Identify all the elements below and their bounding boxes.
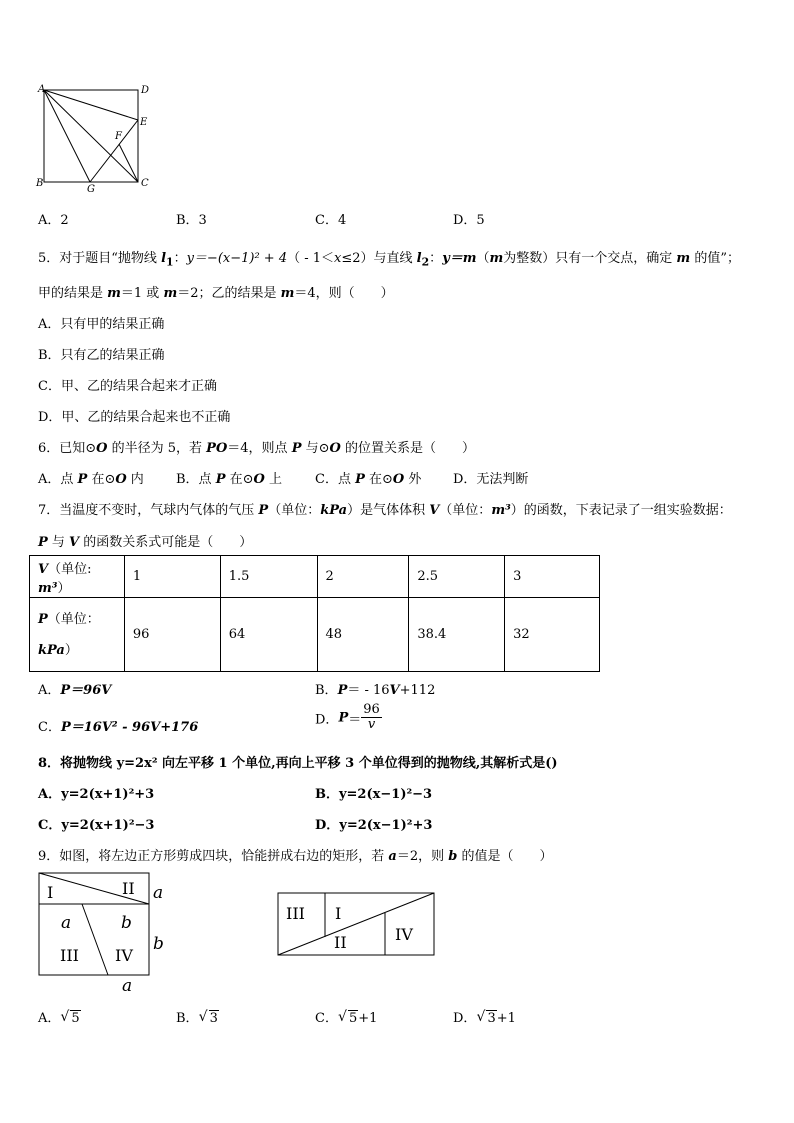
- side-label-b: b: [153, 934, 164, 954]
- label-e: E: [140, 117, 148, 128]
- q5-option-a[interactable]: A．只有甲的结果正确: [38, 317, 165, 332]
- label-d: D: [141, 85, 150, 96]
- table-header-v: V（单位: m³）: [30, 556, 125, 598]
- q4-option-d[interactable]: D．5: [453, 213, 485, 228]
- rect-piece-ii: II: [334, 933, 347, 952]
- q7-option-b[interactable]: B．P＝ - 16V+112: [315, 683, 436, 698]
- rect-piece-i: I: [335, 904, 342, 923]
- line-ag: [44, 90, 90, 182]
- table-row: [30, 556, 600, 598]
- label-g: G: [87, 184, 95, 195]
- q8-option-d[interactable]: D．y=2(x−1)²+3: [315, 818, 433, 833]
- q7-stem-line2: P 与 V 的函数关系式可能是（ ）: [38, 535, 253, 550]
- slanted-cut: [82, 904, 108, 975]
- side-label-a: a: [153, 883, 164, 903]
- q6-option-a[interactable]: A．点 P 在⊙O 内: [38, 472, 144, 487]
- q8-stem: 8．将抛物线 y=2x² 向左平移 1 个单位,再向上平移 3 个单位得到的抛物线,其解析式是(): [38, 756, 558, 771]
- table-cell: 38.4: [409, 598, 505, 672]
- sqrt-symbol: √ 3: [476, 1009, 496, 1026]
- cut-square-figure: [36, 870, 176, 998]
- label-f: F: [115, 131, 122, 142]
- q5-option-b[interactable]: B．只有乙的结果正确: [38, 348, 165, 363]
- q7-option-a[interactable]: A．P＝96V: [38, 683, 112, 698]
- q9-stem: 9．如图，将左边正方形剪成四块，恰能拼成右边的矩形，若 a＝2，则 b 的值是（ ）: [38, 849, 553, 864]
- square-figure: [30, 80, 160, 195]
- table-row: [30, 598, 600, 672]
- q6-stem: 6．已知⊙O 的半径为 5，若 PO＝4，则点 P 与⊙O 的位置关系是（ ）: [38, 441, 475, 456]
- sqrt-symbol: √ 3: [198, 1009, 218, 1026]
- rect-piece-iv: IV: [395, 925, 413, 944]
- q9-option-b[interactable]: B． √ 3: [176, 1009, 218, 1026]
- q8-option-a[interactable]: A．y=2(x+1)²+3: [38, 787, 155, 802]
- line-ge: [90, 120, 138, 182]
- q9-option-d[interactable]: D． √ 3+1: [453, 1009, 516, 1026]
- table-cell: 2: [317, 556, 409, 598]
- label-c: C: [141, 178, 149, 189]
- q4-option-a[interactable]: A．2: [38, 213, 69, 228]
- rect-piece-iii: III: [286, 904, 305, 923]
- table-cell: 48: [317, 598, 409, 672]
- table-cell: 96: [124, 598, 220, 672]
- q6-option-c[interactable]: C．点 P 在⊙O 外: [315, 472, 422, 487]
- label-a: A: [38, 84, 46, 95]
- q7-option-d[interactable]: D．P＝ $\frac{96}{v}$: [315, 702, 380, 733]
- top-label-b: b: [121, 913, 132, 933]
- table-cell: 1: [124, 556, 220, 598]
- q9-option-c[interactable]: C． √ 5+1: [315, 1009, 378, 1026]
- rectangle-figure: [276, 890, 438, 958]
- q5-option-d[interactable]: D．甲、乙的结果合起来也不正确: [38, 410, 231, 425]
- q7-option-c[interactable]: C．P＝16V² - 96V+176: [38, 720, 199, 735]
- q4-option-b[interactable]: B．3: [176, 213, 207, 228]
- q4-option-c[interactable]: C．4: [315, 213, 347, 228]
- q6-option-d[interactable]: D．无法判断: [453, 472, 529, 487]
- sqrt-symbol: √ 5: [337, 1009, 358, 1026]
- piece-label-ii: II: [122, 879, 135, 898]
- line-fc: [119, 144, 138, 182]
- piece-label-i: I: [47, 883, 54, 902]
- q8-option-c[interactable]: C．y=2(x+1)²−3: [38, 818, 155, 833]
- table-cell: 64: [220, 598, 317, 672]
- piece-label-iii: III: [60, 946, 79, 965]
- table-cell: 3: [505, 556, 600, 598]
- q5-stem: 5．对于题目“抛物线 $l_1$：y＝−(x−1)² + 4（ - 1＜x≤2）与直线 $l_2$：y＝m（m为整数）只有一个交点，确定 m 的值”；: [38, 251, 740, 269]
- top-label-a: a: [61, 913, 72, 933]
- q9-option-a[interactable]: A． √ 5: [38, 1009, 80, 1026]
- table-cell: 32: [505, 598, 600, 672]
- experiment-table: [29, 555, 600, 672]
- sqrt-symbol: √ 5: [60, 1009, 80, 1026]
- q8-option-b[interactable]: B．y=2(x−1)²−3: [315, 787, 433, 802]
- table-header-p: P（单位： kPa）: [30, 598, 125, 672]
- q7-stem: 7．当温度不变时，气球内气体的气压 P（单位：kPa）是气体体积 V（单位：m³）的函数，下表记录了一组实验数据：: [38, 503, 732, 518]
- piece-label-iv: IV: [115, 946, 133, 965]
- q5-expression: y＝−(x−1)² + 4: [186, 251, 288, 266]
- line-ac: [44, 90, 138, 182]
- q6-option-b[interactable]: B．点 P 在⊙O 上: [176, 472, 282, 487]
- table-cell: 1.5: [220, 556, 317, 598]
- table-cell: 2.5: [409, 556, 505, 598]
- rect-diagonal: [278, 893, 434, 955]
- fraction-96-over-v: $\frac{96}{v}$: [363, 702, 380, 733]
- q5-option-c[interactable]: C．甲、乙的结果合起来才正确: [38, 379, 217, 394]
- line-ae: [44, 90, 138, 120]
- q5-stem-line2: 甲的结果是 m＝1 或 m＝2；乙的结果是 m＝4，则（ ）: [38, 286, 394, 301]
- bottom-label-a: a: [122, 976, 133, 996]
- label-b: B: [36, 178, 44, 189]
